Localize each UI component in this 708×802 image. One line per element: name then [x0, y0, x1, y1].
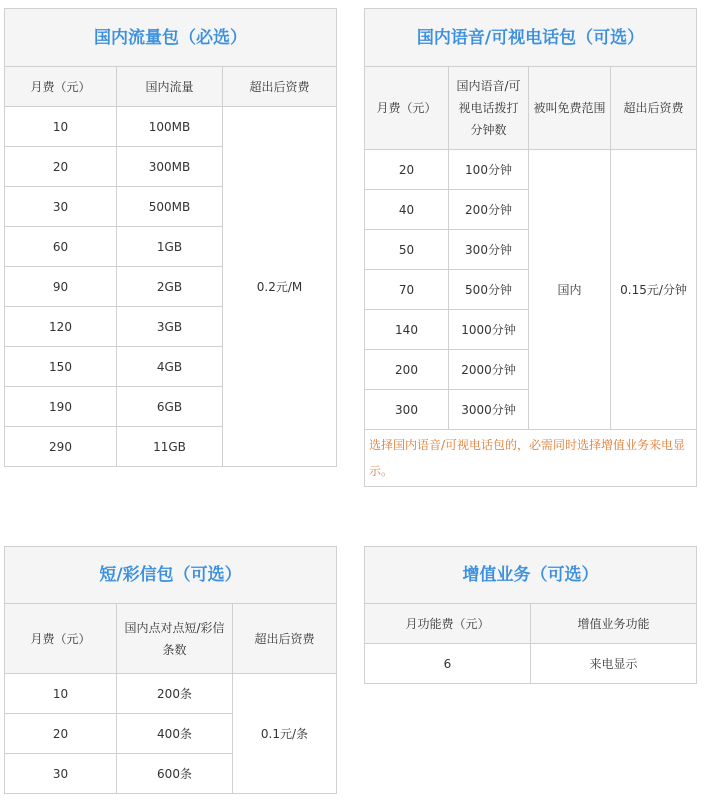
minutes: 1000分钟	[449, 310, 529, 350]
data-amount: 6GB	[117, 387, 223, 427]
monthly-fee: 10	[5, 107, 117, 147]
column-header: 国内流量	[117, 67, 223, 107]
table-row	[5, 107, 337, 147]
sms-package-table	[4, 546, 337, 794]
minutes: 2000分钟	[449, 350, 529, 390]
column-header: 国内语音/可视电话拨打分钟数	[449, 67, 529, 150]
monthly-fee: 140	[365, 310, 449, 350]
minutes: 3000分钟	[449, 390, 529, 430]
monthly-fee: 10	[5, 674, 117, 714]
minutes: 500分钟	[449, 270, 529, 310]
monthly-fee: 120	[5, 307, 117, 347]
column-header: 被叫免费范围	[529, 67, 611, 150]
table-row	[5, 674, 337, 714]
data-amount: 3GB	[117, 307, 223, 347]
column-header: 月功能费（元）	[365, 604, 531, 644]
service-feature: 来电显示	[531, 644, 697, 684]
minutes: 100分钟	[449, 150, 529, 190]
free-range: 国内	[529, 150, 611, 430]
monthly-fee: 50	[365, 230, 449, 270]
data-amount: 300MB	[117, 147, 223, 187]
column-header: 月费（元）	[365, 67, 449, 150]
column-header: 增值业务功能	[531, 604, 697, 644]
monthly-fee: 300	[365, 390, 449, 430]
column-header: 超出后资费	[223, 67, 337, 107]
table-row	[365, 150, 697, 190]
monthly-fee: 200	[365, 350, 449, 390]
value-added-services-table	[364, 546, 697, 684]
monthly-fee: 30	[5, 187, 117, 227]
minutes: 200分钟	[449, 190, 529, 230]
message-count: 400条	[117, 714, 233, 754]
data-amount: 100MB	[117, 107, 223, 147]
voice-package-table	[364, 8, 697, 487]
monthly-fee: 20	[365, 150, 449, 190]
table-title: 国内语音/可视电话包（可选）	[365, 9, 697, 67]
monthly-fee: 90	[5, 267, 117, 307]
overage-fee: 0.15元/分钟	[611, 150, 697, 430]
voice-package-note: 选择国内语音/可视电话包的，必需同时选择增值业务来电显示。	[365, 430, 697, 487]
column-header: 月费（元）	[5, 604, 117, 674]
table-title: 增值业务（可选）	[365, 547, 697, 604]
data-amount: 4GB	[117, 347, 223, 387]
message-count: 600条	[117, 754, 233, 794]
monthly-fee: 20	[5, 714, 117, 754]
monthly-fee: 60	[5, 227, 117, 267]
minutes: 300分钟	[449, 230, 529, 270]
data-amount: 11GB	[117, 427, 223, 467]
monthly-fee: 290	[5, 427, 117, 467]
column-header: 超出后资费	[611, 67, 697, 150]
data-package-table	[4, 8, 337, 467]
column-header: 国内点对点短/彩信条数	[117, 604, 233, 674]
monthly-fee: 150	[5, 347, 117, 387]
monthly-fee: 20	[5, 147, 117, 187]
monthly-fee: 190	[5, 387, 117, 427]
table-title: 国内流量包（必选）	[5, 9, 337, 67]
data-amount: 1GB	[117, 227, 223, 267]
overage-fee: 0.2元/M	[223, 107, 337, 467]
column-header: 月费（元）	[5, 67, 117, 107]
column-header: 超出后资费	[233, 604, 337, 674]
monthly-fee: 6	[365, 644, 531, 684]
overage-fee: 0.1元/条	[233, 674, 337, 794]
table-title: 短/彩信包（可选）	[5, 547, 337, 604]
message-count: 200条	[117, 674, 233, 714]
table-row	[365, 644, 697, 684]
data-amount: 500MB	[117, 187, 223, 227]
monthly-fee: 70	[365, 270, 449, 310]
monthly-fee: 40	[365, 190, 449, 230]
monthly-fee: 30	[5, 754, 117, 794]
data-amount: 2GB	[117, 267, 223, 307]
